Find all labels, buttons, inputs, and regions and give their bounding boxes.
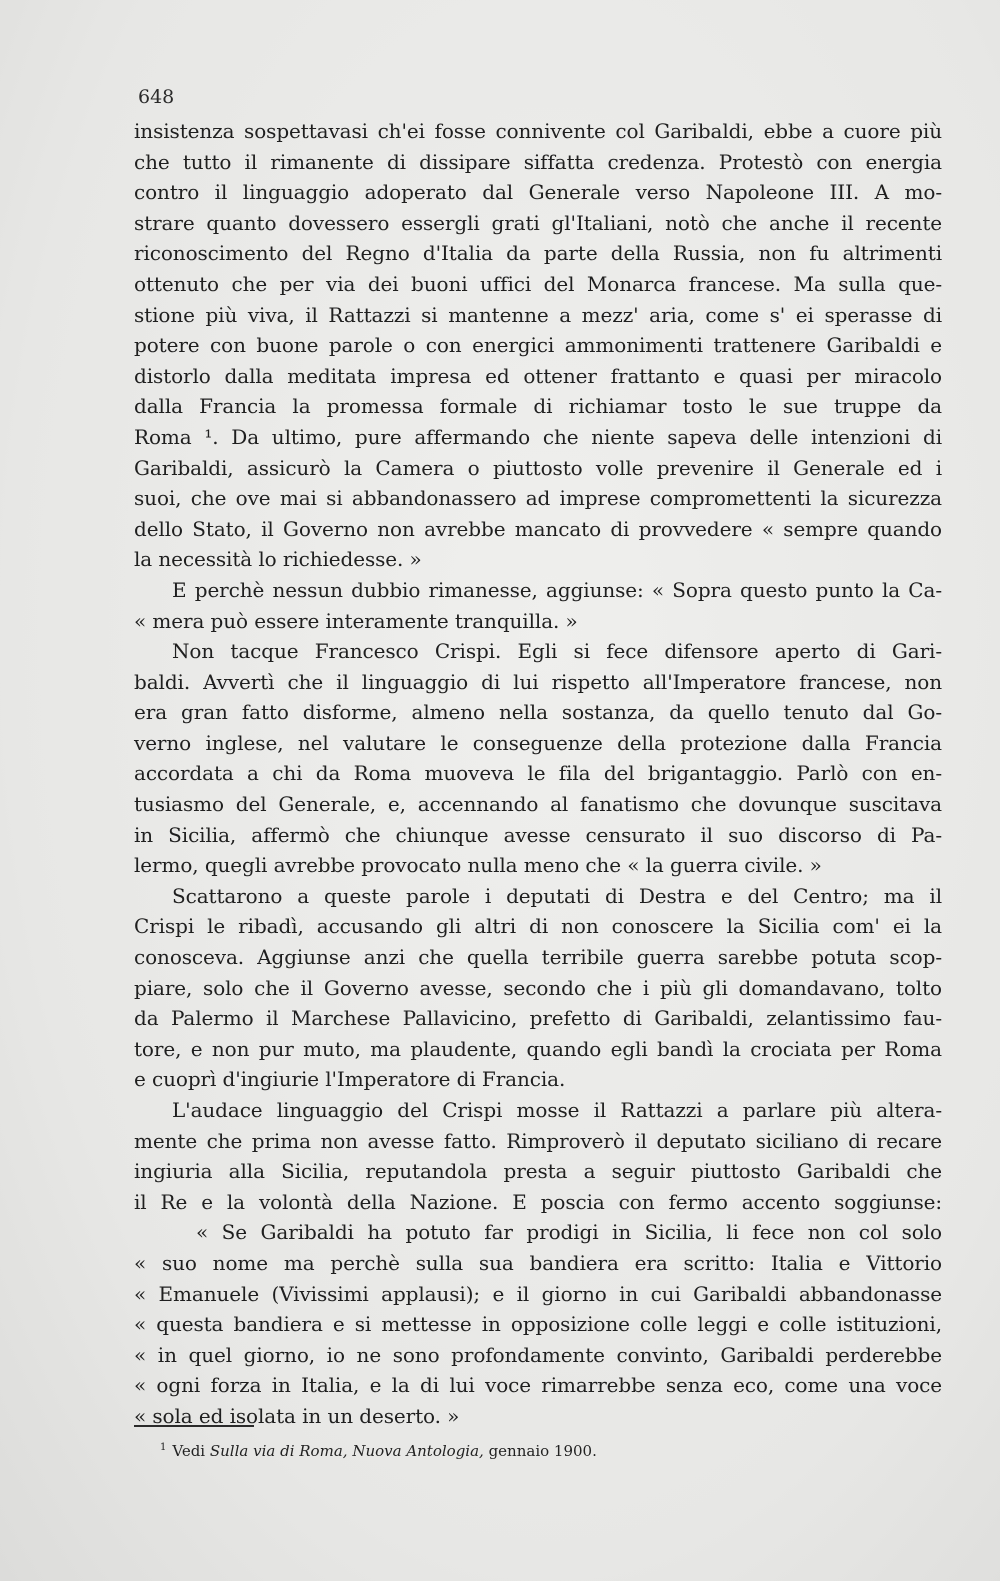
text-line: Roma ¹. Da ultimo, pure affermando che niente sapeva delle intenzioni di [134, 424, 942, 449]
text-line: E perchè nessun dubbio rimanesse, aggiunse: « Sopra questo punto la Ca- [172, 577, 942, 602]
text-line: in Sicilia, affermò che chiunque avesse censurato il suo discorso di Pa- [134, 822, 942, 847]
text-line: « in quel giorno, io ne sono profondamente convinto, Garibaldi perderebbe [134, 1342, 942, 1367]
text-line: che tutto il rimanente di dissipare siffatta credenza. Protestò con energia [134, 149, 942, 174]
body-text [134, 116, 942, 1432]
text-line: lermo, quegli avrebbe provocato nulla meno che « la guerra civile. » [134, 853, 822, 878]
text-line: dalla Francia la promessa formale di richiamar tosto le sue truppe da [134, 394, 942, 419]
paragraph-block [134, 116, 942, 1432]
text-line: ottenuto che per via dei buoni uffici del Monarca francese. Ma sulla que- [134, 271, 942, 296]
text-line: il Re e la volontà della Nazione. E poscia con fermo accento soggiunse: [134, 1189, 942, 1214]
text-line: « sola ed isolata in un deserto. » [134, 1403, 460, 1428]
footnote-rule [134, 1425, 254, 1427]
text-line: Scattarono a queste parole i deputati di Destra e del Centro; ma il [172, 883, 942, 908]
text-line: da Palermo il Marchese Pallavicino, prefetto di Garibaldi, zelantissimo fau- [134, 1006, 942, 1031]
text-line: « ogni forza in Italia, e la di lui voce rimarrebbe senza eco, come una voce [134, 1373, 942, 1398]
footnote-prefix: Vedi [172, 1442, 210, 1460]
text-line: accordata a chi da Roma muoveva le fila del brigantaggio. Parlò con en- [134, 761, 942, 786]
text-line: « suo nome ma perchè sulla sua bandiera era scritto: Italia e Vittorio [134, 1250, 942, 1275]
text-line: « Emanuele (Vivissimi applausi); e il giorno in cui Garibaldi abbandonasse [134, 1281, 942, 1306]
footnote-title-2: Nuova Antologia, [352, 1442, 484, 1460]
text-line: mente che prima non avesse fatto. Rimproverò il deputato siciliano di recare [134, 1128, 942, 1153]
text-line: baldi. Avvertì che il linguaggio di lui rispetto all'Imperatore francese, non [134, 669, 942, 694]
footnote [160, 1442, 597, 1460]
text-line: contro il linguaggio adoperato dal Generale verso Napoleone III. A mo- [134, 180, 942, 205]
footnote-mark: 1 [160, 1442, 167, 1453]
text-line: e cuoprì d'ingiurie l'Imperatore di Francia. [134, 1067, 566, 1092]
text-line: potere con buone parole o con energici ammonimenti trattenere Garibaldi e [134, 333, 942, 358]
text-line: piare, solo che il Governo avesse, secondo che i più gli domandavano, tolto [134, 975, 942, 1000]
text-line: verno inglese, nel valutare le conseguenze della protezione dalla Francia [134, 730, 942, 755]
text-line: la necessità lo richiedesse. » [134, 547, 422, 572]
text-line: Non tacque Francesco Crispi. Egli si fece difensore aperto di Gari- [172, 639, 942, 664]
text-line: « Se Garibaldi ha potuto far prodigi in Sicilia, li fece non col solo [196, 1220, 942, 1245]
footnote-title-1: Sulla via di Roma, [209, 1442, 348, 1460]
text-line: strare quanto dovessero essergli grati gl'Italiani, notò che anche il recente [134, 210, 942, 235]
text-line: conosceva. Aggiunse anzi che quella terribile guerra sarebbe potuta scop- [134, 945, 942, 970]
text-line: riconoscimento del Regno d'Italia da parte della Russia, non fu altrimenti [134, 241, 942, 266]
text-line: dello Stato, il Governo non avrebbe mancato di provvedere « sempre quando [134, 516, 942, 541]
text-line: « questa bandiera e si mettesse in opposizione colle leggi e colle istituzioni, [134, 1312, 942, 1337]
text-line: ingiuria alla Sicilia, reputandola presta a seguir piuttosto Garibaldi che [134, 1159, 942, 1184]
text-line: stione più viva, il Rattazzi si mantenne a mezz' aria, come s' ei sperasse di [134, 302, 942, 327]
footnote-suffix: gennaio 1900. [483, 1442, 597, 1460]
text-line: suoi, che ove mai si abbandonassero ad imprese compromettenti la sicurezza [134, 486, 942, 511]
text-line: era gran fatto disforme, almeno nella sostanza, da quello tenuto dal Go- [134, 700, 942, 725]
text-line: insistenza sospettavasi ch'ei fosse connivente col Garibaldi, ebbe a cuore più [134, 119, 942, 143]
text-line: distorlo dalla meditata impresa ed ottener frattanto e quasi per miracolo [134, 363, 942, 388]
text-line: Garibaldi, assicurò la Camera o piuttosto volle prevenire il Generale ed i [134, 455, 942, 480]
text-line: tusiasmo del Generale, e, accennando al fanatismo che dovunque suscitava [134, 792, 942, 817]
text-line: tore, e non pur muto, ma plaudente, quando egli bandì la crociata per Roma [134, 1036, 942, 1061]
text-line: L'audace linguaggio del Crispi mosse il Rattazzi a parlare più altera- [172, 1098, 942, 1122]
page-number: 648 [138, 86, 175, 108]
text-line: Crispi le ribadì, accusando gli altri di non conoscere la Sicilia com' ei la [134, 914, 942, 939]
text-line: « mera può essere interamente tranquilla. » [134, 608, 578, 633]
